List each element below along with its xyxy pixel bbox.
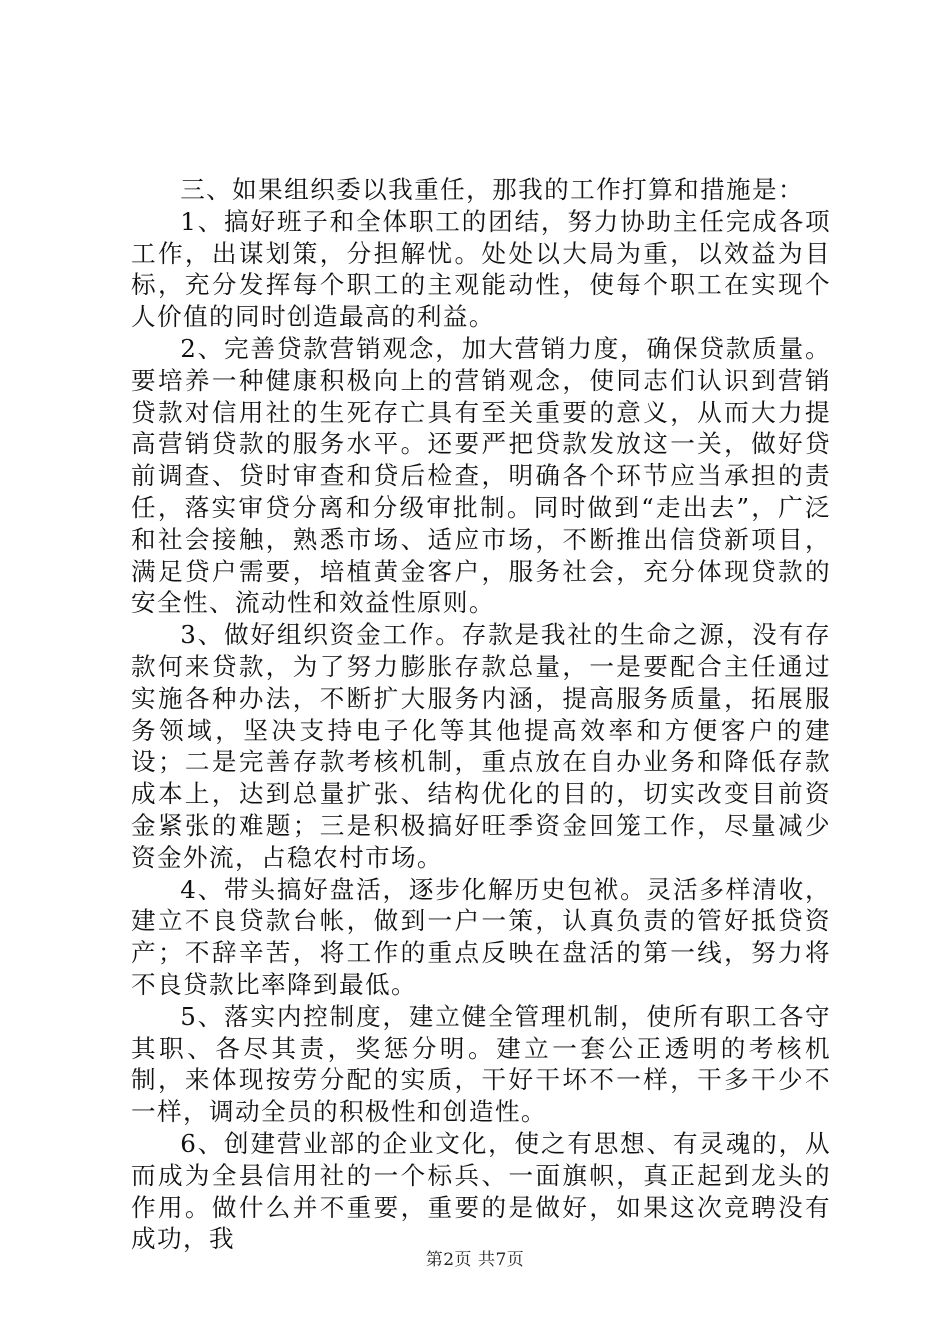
paragraph-item-3: 3、做好组织资金工作。存款是我社的生命之源，没有存款何来贷款，为了努力膨胀存款总量，一是要配合主任通过实施各种办法，不断扩大服务内涵，提高服务质量，拓展服务领域，坚决支持电子化等其他提高效率和方便客户的建设；二是完善存款考核机制，重点放在自办业务和降低存款成本上，达到总量扩张、结构优化的目的，切实改变目前资金紧张的难题；三是积极搞好旺季资金回笼工作，尽量减少资金外流，占稳农村市场。 [131, 620, 831, 872]
document-body [131, 174, 831, 1255]
paragraph-item-1: 1、搞好班子和全体职工的团结，努力协助主任完成各项工作，出谋划策，分担解忧。处处以大局为重，以效益为目标，充分发挥每个职工的主观能动性，使每个职工在实现个人价值的同时创造最高的利益。 [131, 206, 831, 332]
page-number-footer: 第2页 共7页 [425, 1250, 525, 1270]
paragraph-item-2: 2、完善贷款营销观念，加大营销力度，确保贷款质量。要培养一种健康积极向上的营销观念，使同志们认识到营销贷款对信用社的生死存亡具有至关重要的意义，从而大力提高营销贷款的服务水平。还要严把贷款发放这一关，做好贷前调查、贷时审查和贷后检查，明确各个环节应当承担的责任，落实审贷分离和分级审批制。同时做到“走出去”，广泛和社会接触，熟悉市场、适应市场，不断推出信贷新项目，满足贷户需要，培植黄金客户，服务社会，充分体现贷款的安全性、流动性和效益性原则。 [131, 333, 831, 618]
paragraph-section-heading: 三、如果组织委以我重任，那我的工作打算和措施是： [180, 175, 805, 204]
paragraph-item-6: 6、创建营业部的企业文化，使之有思想、有灵魂的，从而成为全县信用社的一个标兵、一面旗帜，真正起到龙头的作用。做什么并不重要，重要的是做好，如果这次竞聘没有成功，我 [131, 1128, 831, 1254]
paragraph-item-4: 4、带头搞好盘活，逐步化解历史包袱。灵活多样清收，建立不良贷款台帐，做到一户一策，认真负责的管好抵贷资产；不辞辛苦，将工作的重点反映在盘活的第一线，努力将不良贷款比率降到最低。 [131, 874, 831, 999]
paragraph-item-5: 5、落实内控制度，建立健全管理机制，使所有职工各守其职、各尽其责，奖惩分明。建立一套公正透明的考核机制，来体现按劳分配的实质，干好干坏不一样，干多干少不一样，调动全员的积极性和创造性。 [131, 1001, 831, 1127]
